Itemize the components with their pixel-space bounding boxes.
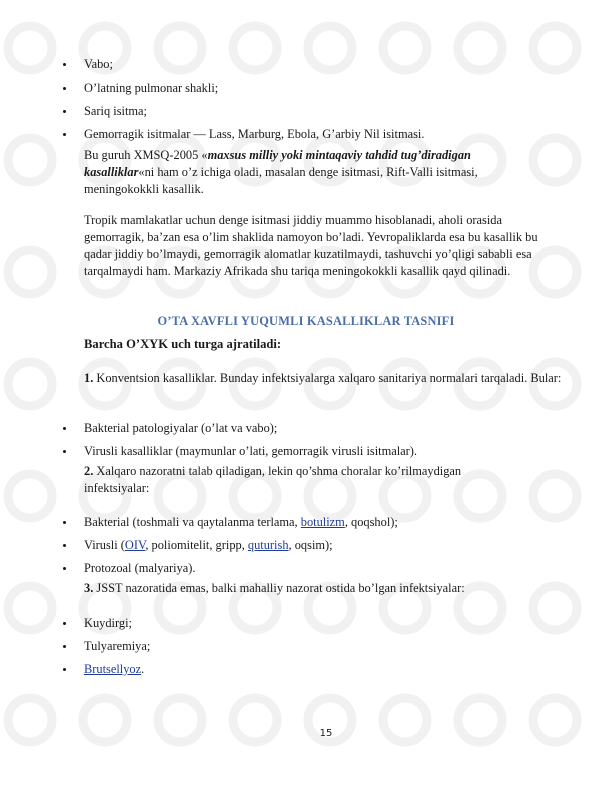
group-2-description bbox=[84, 463, 524, 497]
link-oiv[interactable]: OIV bbox=[124, 538, 146, 552]
subheading: Barcha O’XYK uch turga ajratiladi: bbox=[84, 337, 282, 351]
group-number: 1. bbox=[84, 371, 94, 385]
paragraph-prefix: Bu guruh XMSQ-2005 « bbox=[84, 148, 208, 162]
list-item: Vabo; bbox=[84, 57, 113, 71]
group-3-description bbox=[84, 580, 564, 597]
group-number: 2. bbox=[84, 464, 94, 478]
list-item bbox=[84, 514, 398, 530]
item-suffix: , oqsim); bbox=[288, 538, 333, 552]
list-item: Gemorragik isitmalar — Lass, Marburg, Ebola, G’arbiy Nil isitmasi. bbox=[84, 127, 425, 141]
group-text: Konventsion kasalliklar. Bunday infektsiyalarga xalqaro sanitariya normalari tarqaladi. Bular: bbox=[93, 371, 562, 385]
item-suffix: . bbox=[141, 662, 145, 676]
group-text: Xalqaro nazoratni talab qiladigan, lekin qo’shma choralar ko’rilmaydigan infektsiyalar: bbox=[84, 464, 462, 495]
link-quturish[interactable]: quturish bbox=[247, 538, 289, 552]
list-item: Kuydirgi; bbox=[84, 616, 132, 630]
emphasis-text: maxsus milliy yoki mintaqaviy tahdid tug’diradigan kasalliklar bbox=[84, 148, 471, 179]
list-item: Protozoal (malyariya). bbox=[84, 561, 196, 575]
group-text: JSST nazoratida emas, balki mahalliy nazorat ostida bo’lgan infektsiyalar: bbox=[93, 581, 465, 595]
list-item: Bakterial patologiyalar (o’lat va vabo); bbox=[84, 421, 278, 435]
group-number: 3. bbox=[84, 581, 94, 595]
link-brutsellyoz[interactable]: Brutsellyoz bbox=[84, 662, 142, 676]
item-prefix: Bakterial (toshmali va qaytalanma terlama, bbox=[84, 515, 301, 529]
list-item: Virusli kasalliklar (maymunlar o’lati, gemorragik virusli isitmalar). bbox=[84, 444, 418, 458]
list-item: Tulyaremiya; bbox=[84, 639, 151, 653]
item-suffix: , qoqshol); bbox=[344, 515, 398, 529]
group-1-description bbox=[84, 370, 564, 387]
list-item bbox=[84, 661, 144, 677]
paragraph-tropical: Tropik mamlakatlar uchun denge isitmasi jiddiy muammo hisoblanadi, aholi orasida gemorragik, ba’zan esa o’lim shaklida namoyon bo’ladi. Yevropaliklarda esa bu kasallik bu qadar jiddiy bo’lmaydi, gemorragik alomatlar kuzatilmaydi, tashuvchi yo’qligi sababli esa tarqalmaydi ham. Markaziy Afrikada shu tariqa meningokokkli kasallik qayd qilinadi. bbox=[84, 213, 538, 278]
list-item bbox=[84, 537, 333, 553]
list-item: Sariq isitma; bbox=[84, 104, 147, 118]
page-number: 15 bbox=[319, 728, 333, 739]
item-prefix: Virusli ( bbox=[84, 538, 125, 552]
list-item: O’latning pulmonar shakli; bbox=[84, 81, 219, 95]
paragraph-special-threat bbox=[84, 147, 524, 198]
section-heading: O’TA XAVFLI YUQUMLI KASALLIKLAR TASNIFI bbox=[157, 314, 455, 328]
paragraph-suffix: «ni ham o’z ichiga oladi, masalan denge isitmasi, Rift-Valli isitmasi, meningokokkli kasallik. bbox=[84, 165, 478, 196]
link-botulizm[interactable]: botulizm bbox=[300, 515, 345, 529]
item-mid: , poliomitelit, gripp, bbox=[145, 538, 248, 552]
